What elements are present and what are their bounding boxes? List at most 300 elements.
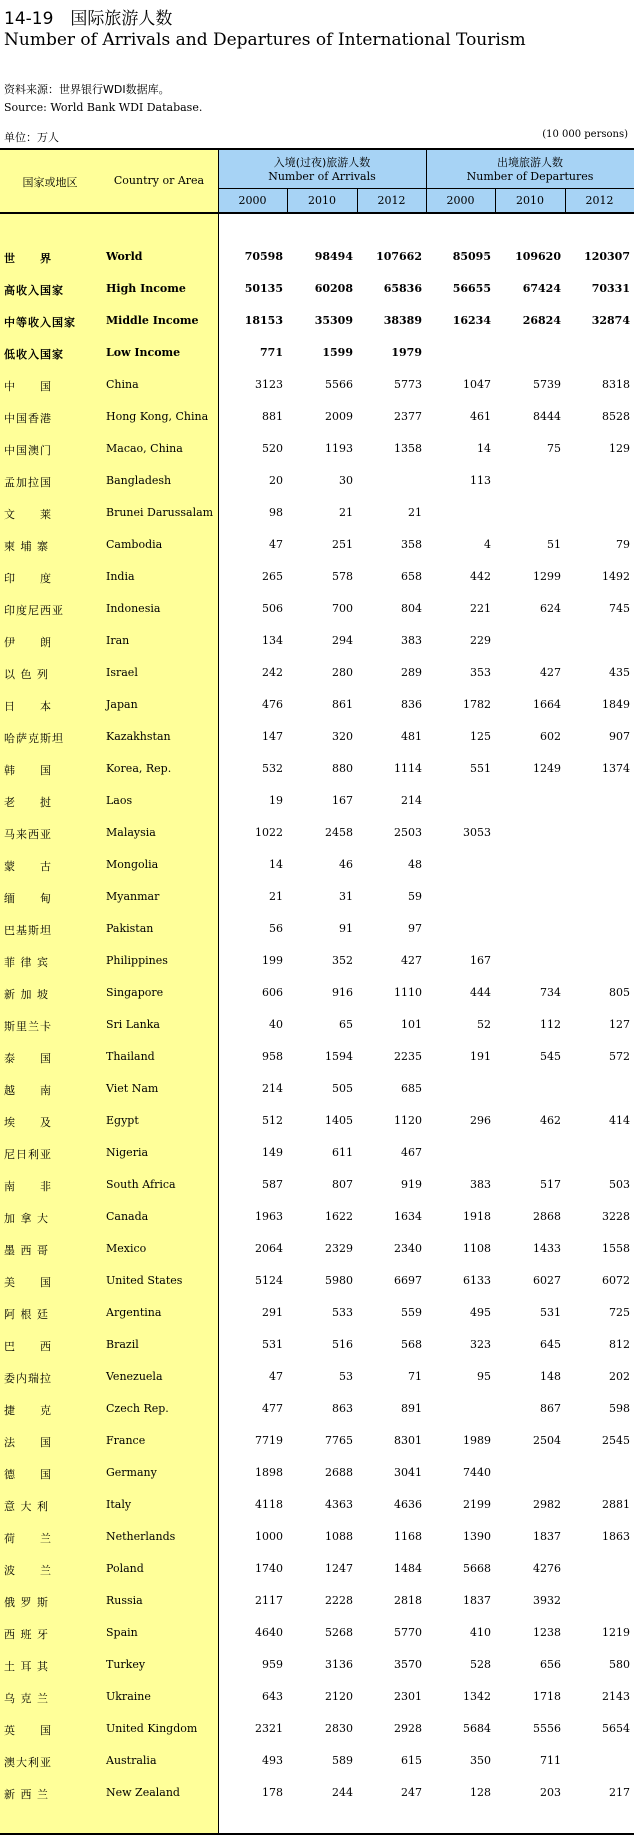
row-value-cell: 59 (408, 890, 422, 903)
row-area-en: Canada (106, 1210, 149, 1223)
row-value-cell: 658 (401, 570, 422, 583)
row-value-cell: 352 (332, 954, 353, 967)
row-value-cell: 14 (477, 442, 491, 455)
row-value-cell: 1782 (463, 698, 491, 711)
table-row (0, 945, 634, 977)
row-value-cell: 21 (269, 890, 283, 903)
row-area-cn: 中等收入国家 (4, 316, 76, 329)
row-value-cell: 280 (332, 666, 353, 679)
header-vline (218, 150, 219, 212)
row-value-cell: 125 (470, 730, 491, 743)
header-vline (287, 188, 288, 212)
row-value-cell: 1898 (255, 1466, 283, 1479)
row-area-en: Viet Nam (106, 1082, 159, 1095)
row-value-cell: 533 (332, 1306, 353, 1319)
row-area-en: Kazakhstan (106, 730, 171, 743)
row-area-en: United States (106, 1274, 183, 1287)
row-value-cell: 1740 (255, 1562, 283, 1575)
row-value-cell: 598 (609, 1402, 630, 1415)
row-value-cell: 1599 (322, 346, 353, 359)
row-value-cell: 427 (540, 666, 561, 679)
row-value-cell: 442 (470, 570, 491, 583)
row-value-cell: 4118 (255, 1498, 283, 1511)
row-value-cell: 481 (401, 730, 422, 743)
row-value-cell: 578 (332, 570, 353, 583)
table-row (0, 433, 634, 465)
header-area-en: Country or Area (113, 174, 205, 187)
table-row (0, 1617, 634, 1649)
row-value-cell: 919 (401, 1178, 422, 1191)
row-value-cell: 5668 (463, 1562, 491, 1575)
row-value-cell: 2503 (394, 826, 422, 839)
row-value-cell: 79 (616, 538, 630, 551)
row-value-cell: 476 (262, 698, 283, 711)
row-value-cell: 3570 (394, 1658, 422, 1671)
row-area-cn: 南 非 (4, 1180, 52, 1193)
row-value-cell: 129 (609, 442, 630, 455)
row-value-cell: 1120 (394, 1114, 422, 1127)
row-area-cn: 新 西 兰 (4, 1788, 49, 1801)
row-value-cell: 221 (470, 602, 491, 615)
row-area-en: Czech Rep. (106, 1402, 169, 1415)
row-value-cell: 1022 (255, 826, 283, 839)
row-value-cell: 505 (332, 1082, 353, 1095)
row-area-cn: 中 国 (4, 380, 52, 393)
row-value-cell: 383 (401, 634, 422, 647)
row-value-cell: 323 (470, 1338, 491, 1351)
row-value-cell: 1108 (463, 1242, 491, 1255)
row-value-cell: 1219 (602, 1626, 630, 1639)
table-row (0, 369, 634, 401)
row-area-en: Brunei Darussalam (106, 506, 214, 519)
row-value-cell: 805 (609, 986, 630, 999)
table-row (0, 1777, 634, 1809)
row-area-en: Israel (106, 666, 138, 679)
row-value-cell: 861 (332, 698, 353, 711)
row-area-en: Low Income (106, 346, 181, 359)
row-value-cell: 101 (401, 1018, 422, 1031)
row-value-cell: 247 (401, 1786, 422, 1799)
row-area-en: Japan (106, 698, 138, 711)
table-bottom-rule (0, 1833, 634, 1835)
row-value-cell: 244 (332, 1786, 353, 1799)
unit-label-en: (10 000 persons) (542, 129, 628, 140)
row-value-cell: 109620 (515, 250, 561, 263)
row-area-cn: 乌 克 兰 (4, 1692, 49, 1705)
row-value-cell: 97 (408, 922, 422, 935)
table-row (0, 1201, 634, 1233)
row-value-cell: 265 (262, 570, 283, 583)
row-value-cell: 3123 (255, 378, 283, 391)
row-area-en: France (106, 1434, 146, 1447)
row-area-en: Korea, Rep. (106, 762, 172, 775)
row-area-cn: 印 度 (4, 572, 52, 585)
row-value-cell: 551 (470, 762, 491, 775)
row-area-en: Russia (106, 1594, 143, 1607)
row-value-cell: 916 (332, 986, 353, 999)
table-row (0, 241, 634, 273)
row-area-cn: 缅 甸 (4, 892, 52, 905)
row-area-cn: 孟加拉国 (4, 476, 52, 489)
row-value-cell: 1405 (325, 1114, 353, 1127)
source-note-en: Source: World Bank WDI Database. (4, 101, 203, 114)
row-value-cell: 1837 (533, 1530, 561, 1543)
row-value-cell: 711 (540, 1754, 561, 1767)
row-value-cell: 229 (470, 634, 491, 647)
row-value-cell: 199 (262, 954, 283, 967)
row-value-cell: 1433 (533, 1242, 561, 1255)
row-value-cell: 2545 (602, 1434, 630, 1447)
row-value-cell: 32874 (591, 314, 630, 327)
row-value-cell: 495 (470, 1306, 491, 1319)
table-row (0, 1489, 634, 1521)
table-row (0, 1009, 634, 1041)
row-value-cell: 107662 (376, 250, 422, 263)
row-value-cell: 291 (262, 1306, 283, 1319)
row-area-cn: 尼日利亚 (4, 1148, 52, 1161)
header-departures-cn: 出境旅游人数 (497, 156, 563, 169)
row-value-cell: 251 (332, 538, 353, 551)
row-value-cell: 147 (262, 730, 283, 743)
row-value-cell: 8528 (602, 410, 630, 423)
row-area-cn: 哈萨克斯坦 (4, 732, 64, 745)
row-value-cell: 1558 (602, 1242, 630, 1255)
row-value-cell: 112 (540, 1018, 561, 1031)
table-row (0, 1233, 634, 1265)
row-value-cell: 8318 (602, 378, 630, 391)
row-area-cn: 法 国 (4, 1436, 52, 1449)
row-area-cn: 世 界 (4, 252, 52, 265)
table-row (0, 1713, 634, 1745)
row-area-en: Poland (106, 1562, 144, 1575)
row-area-cn: 美 国 (4, 1276, 52, 1289)
table-row (0, 401, 634, 433)
row-value-cell: 410 (470, 1626, 491, 1639)
row-area-en: Pakistan (106, 922, 154, 935)
row-value-cell: 531 (262, 1338, 283, 1351)
row-area-en: Italy (106, 1498, 132, 1511)
row-value-cell: 477 (262, 1402, 283, 1415)
row-value-cell: 50135 (244, 282, 283, 295)
row-area-cn: 斯里兰卡 (4, 1020, 52, 1033)
row-value-cell: 580 (609, 1658, 630, 1671)
row-value-cell: 572 (609, 1050, 630, 1063)
row-value-cell: 56655 (452, 282, 491, 295)
header-vline (565, 188, 566, 212)
row-value-cell: 5773 (394, 378, 422, 391)
row-value-cell: 1114 (394, 762, 422, 775)
row-value-cell: 296 (470, 1114, 491, 1127)
row-value-cell: 203 (540, 1786, 561, 1799)
row-value-cell: 60208 (314, 282, 353, 295)
row-value-cell: 1238 (533, 1626, 561, 1639)
header-year-dep-2010: 2010 (516, 194, 544, 207)
row-value-cell: 1918 (463, 1210, 491, 1223)
header-year-dep-2000: 2000 (446, 194, 475, 207)
table-row (0, 1649, 634, 1681)
row-value-cell: 2120 (325, 1690, 353, 1703)
row-value-cell: 51 (547, 538, 561, 551)
row-value-cell: 167 (470, 954, 491, 967)
row-value-cell: 1849 (602, 698, 630, 711)
row-value-cell: 493 (262, 1754, 283, 1767)
row-area-en: India (106, 570, 135, 583)
row-value-cell: 1247 (325, 1562, 353, 1575)
row-value-cell: 2228 (325, 1594, 353, 1607)
row-area-cn: 荷 兰 (4, 1532, 52, 1545)
row-value-cell: 2868 (533, 1210, 561, 1223)
row-value-cell: 70598 (244, 250, 283, 263)
row-area-en: Egypt (106, 1114, 139, 1127)
row-value-cell: 20 (269, 474, 283, 487)
table-row (0, 1361, 634, 1393)
row-value-cell: 1989 (463, 1434, 491, 1447)
table-row (0, 1553, 634, 1585)
table-row (0, 593, 634, 625)
header-vline (357, 188, 358, 212)
row-value-cell: 656 (540, 1658, 561, 1671)
row-value-cell: 128 (470, 1786, 491, 1799)
row-area-en: Laos (106, 794, 133, 807)
row-value-cell: 65836 (383, 282, 422, 295)
row-value-cell: 52 (477, 1018, 491, 1031)
table-row (0, 1425, 634, 1457)
row-value-cell: 2504 (533, 1434, 561, 1447)
header-year-arr-2000: 2000 (238, 194, 267, 207)
table-row (0, 913, 634, 945)
row-value-cell: 242 (262, 666, 283, 679)
row-value-cell: 506 (262, 602, 283, 615)
row-value-cell: 2818 (394, 1594, 422, 1607)
row-value-cell: 545 (540, 1050, 561, 1063)
row-value-cell: 2235 (394, 1050, 422, 1063)
row-area-en: New Zealand (106, 1786, 180, 1799)
row-area-en: Venezuela (106, 1370, 163, 1383)
row-value-cell: 531 (540, 1306, 561, 1319)
row-value-cell: 435 (609, 666, 630, 679)
row-area-cn: 老 挝 (4, 796, 52, 809)
row-value-cell: 294 (332, 634, 353, 647)
row-value-cell: 383 (470, 1178, 491, 1191)
row-value-cell: 4640 (255, 1626, 283, 1639)
row-value-cell: 5739 (533, 378, 561, 391)
row-area-en: Cambodia (106, 538, 163, 551)
row-area-cn: 伊 朗 (4, 636, 52, 649)
row-value-cell: 5654 (602, 1722, 630, 1735)
row-area-cn: 俄 罗 斯 (4, 1596, 49, 1609)
header-area-cn: 国家或地区 (22, 176, 78, 189)
row-area-cn: 墨 西 哥 (4, 1244, 49, 1257)
table-row (0, 529, 634, 561)
row-area-cn: 意 大 利 (4, 1500, 49, 1513)
row-value-cell: 3053 (463, 826, 491, 839)
row-value-cell: 685 (401, 1082, 422, 1095)
row-value-cell: 1374 (602, 762, 630, 775)
row-value-cell: 6133 (463, 1274, 491, 1287)
row-value-cell: 91 (339, 922, 353, 935)
row-value-cell: 959 (262, 1658, 283, 1671)
row-area-en: Hong Kong, China (106, 410, 209, 423)
row-value-cell: 75 (547, 442, 561, 455)
row-value-cell: 516 (332, 1338, 353, 1351)
row-value-cell: 2340 (394, 1242, 422, 1255)
row-value-cell: 804 (401, 602, 422, 615)
row-value-cell: 5566 (325, 378, 353, 391)
row-value-cell: 40 (269, 1018, 283, 1031)
row-value-cell: 85095 (452, 250, 491, 263)
row-value-cell: 725 (609, 1306, 630, 1319)
row-area-cn: 英 国 (4, 1724, 52, 1737)
row-value-cell: 771 (260, 346, 283, 359)
row-value-cell: 202 (609, 1370, 630, 1383)
row-value-cell: 217 (609, 1786, 630, 1799)
table-row (0, 849, 634, 881)
row-area-cn: 阿 根 廷 (4, 1308, 49, 1321)
row-value-cell: 7765 (325, 1434, 353, 1447)
row-value-cell: 26824 (522, 314, 561, 327)
row-value-cell: 167 (332, 794, 353, 807)
header-arrivals-en: Number of Arrivals (268, 170, 376, 183)
row-value-cell: 5980 (325, 1274, 353, 1287)
row-value-cell: 1492 (602, 570, 630, 583)
row-value-cell: 31 (339, 890, 353, 903)
table-row (0, 721, 634, 753)
row-area-en: Mongolia (106, 858, 159, 871)
row-value-cell: 1249 (533, 762, 561, 775)
row-value-cell: 568 (401, 1338, 422, 1351)
row-value-cell: 2301 (394, 1690, 422, 1703)
row-value-cell: 1622 (325, 1210, 353, 1223)
row-value-cell: 7440 (463, 1466, 491, 1479)
table-row (0, 273, 634, 305)
row-area-cn: 巴基斯坦 (4, 924, 52, 937)
table-row (0, 657, 634, 689)
row-value-cell: 67424 (522, 282, 561, 295)
row-value-cell: 19 (269, 794, 283, 807)
row-value-cell: 624 (540, 602, 561, 615)
row-value-cell: 1664 (533, 698, 561, 711)
row-value-cell: 589 (332, 1754, 353, 1767)
table-row (0, 817, 634, 849)
row-value-cell: 2321 (255, 1722, 283, 1735)
row-area-cn: 德 国 (4, 1468, 52, 1481)
table-row (0, 625, 634, 657)
table-body (0, 214, 634, 1835)
row-value-cell: 643 (262, 1690, 283, 1703)
row-value-cell: 1718 (533, 1690, 561, 1703)
row-area-en: Middle Income (106, 314, 199, 327)
row-value-cell: 47 (269, 1370, 283, 1383)
row-area-en: Thailand (106, 1050, 155, 1063)
row-area-cn: 印度尼西亚 (4, 604, 64, 617)
row-value-cell: 2982 (533, 1498, 561, 1511)
row-value-cell: 517 (540, 1178, 561, 1191)
row-value-cell: 880 (332, 762, 353, 775)
row-area-en: Brazil (106, 1338, 139, 1351)
row-value-cell: 467 (401, 1146, 422, 1159)
row-area-en: Singapore (106, 986, 164, 999)
row-value-cell: 1963 (255, 1210, 283, 1223)
row-area-en: Australia (106, 1754, 157, 1767)
row-value-cell: 812 (609, 1338, 630, 1351)
row-value-cell: 2199 (463, 1498, 491, 1511)
row-value-cell: 867 (540, 1402, 561, 1415)
row-area-en: High Income (106, 282, 186, 295)
source-note-cn: 资料来源：世界银行WDI数据库。 (4, 83, 170, 96)
row-value-cell: 2064 (255, 1242, 283, 1255)
row-value-cell: 587 (262, 1178, 283, 1191)
row-area-en: Indonesia (106, 602, 161, 615)
table-header (0, 148, 634, 214)
row-value-cell: 520 (262, 442, 283, 455)
row-value-cell: 56 (269, 922, 283, 935)
row-value-cell: 3932 (533, 1594, 561, 1607)
row-value-cell: 734 (540, 986, 561, 999)
row-area-en: South Africa (106, 1178, 176, 1191)
row-value-cell: 462 (540, 1114, 561, 1127)
row-value-cell: 18153 (244, 314, 283, 327)
row-area-cn: 巴 西 (4, 1340, 52, 1353)
row-area-cn: 澳大利亚 (4, 1756, 52, 1769)
row-area-cn: 菲 律 宾 (4, 956, 49, 969)
table-row (0, 497, 634, 529)
row-value-cell: 46 (339, 858, 353, 871)
row-value-cell: 958 (262, 1050, 283, 1063)
row-value-cell: 1088 (325, 1530, 353, 1543)
row-value-cell: 21 (339, 506, 353, 519)
row-value-cell: 745 (609, 602, 630, 615)
table-row (0, 1265, 634, 1297)
row-area-en: Argentina (106, 1306, 162, 1319)
row-value-cell: 5684 (463, 1722, 491, 1735)
row-value-cell: 30 (339, 474, 353, 487)
table-row (0, 1329, 634, 1361)
row-value-cell: 3228 (602, 1210, 630, 1223)
row-value-cell: 1047 (463, 378, 491, 391)
row-value-cell: 907 (609, 730, 630, 743)
row-value-cell: 178 (262, 1786, 283, 1799)
row-value-cell: 1979 (391, 346, 422, 359)
row-area-cn: 低收入国家 (4, 348, 64, 361)
row-area-cn: 马来西亚 (4, 828, 52, 841)
row-value-cell: 6697 (394, 1274, 422, 1287)
row-area-cn: 委内瑞拉 (4, 1372, 52, 1385)
row-value-cell: 48 (408, 858, 422, 871)
row-value-cell: 559 (401, 1306, 422, 1319)
row-value-cell: 191 (470, 1050, 491, 1063)
row-value-cell: 3041 (394, 1466, 422, 1479)
table-title-en: Number of Arrivals and Departures of International Tourism (4, 30, 526, 50)
row-value-cell: 21 (408, 506, 422, 519)
row-value-cell: 7719 (255, 1434, 283, 1447)
row-area-cn: 柬 埔 寨 (4, 540, 49, 553)
row-value-cell: 6072 (602, 1274, 630, 1287)
table-row (0, 465, 634, 497)
row-area-en: Sri Lanka (106, 1018, 160, 1031)
row-value-cell: 881 (262, 410, 283, 423)
row-area-en: Macao, China (106, 442, 183, 455)
row-value-cell: 214 (262, 1082, 283, 1095)
row-area-cn: 中国香港 (4, 412, 52, 425)
row-value-cell: 5124 (255, 1274, 283, 1287)
row-area-cn: 日 本 (4, 700, 52, 713)
row-area-en: China (106, 378, 139, 391)
table-row (0, 753, 634, 785)
row-area-en: World (106, 250, 143, 263)
table-row (0, 785, 634, 817)
header-year-dep-2012: 2012 (585, 194, 614, 207)
row-value-cell: 4363 (325, 1498, 353, 1511)
